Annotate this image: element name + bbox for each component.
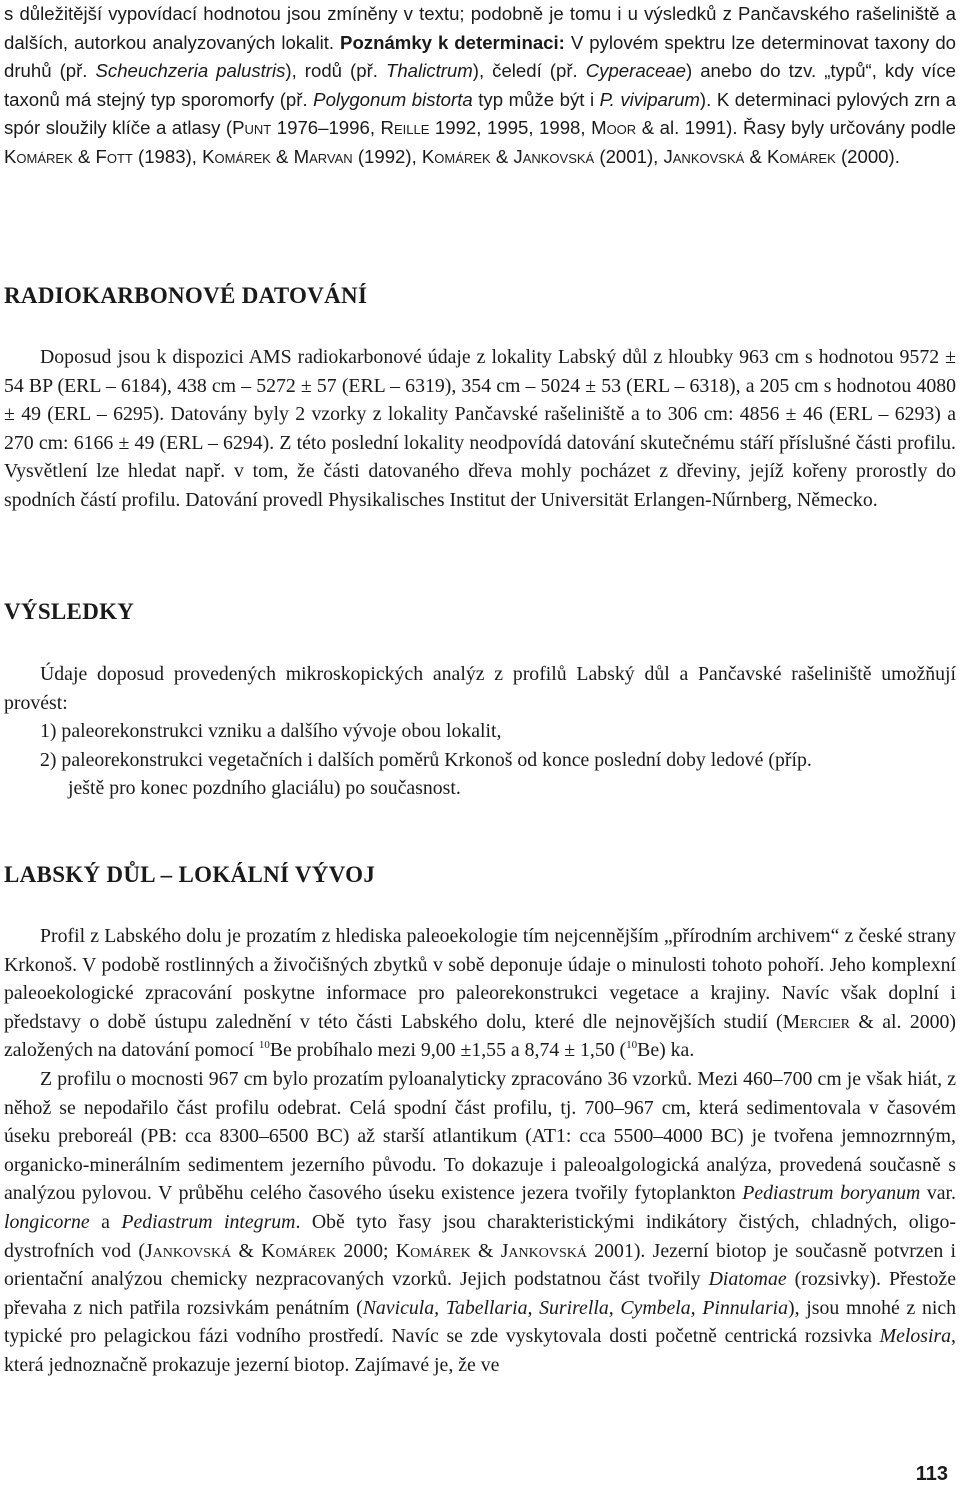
taxon: Cyperaceae: [585, 60, 686, 82]
notes-label: Poznámky k determinaci:: [340, 31, 565, 53]
section-heading-labsky-dul: LABSKÝ DŮL – LOKÁLNÍ VÝVOJ: [4, 862, 376, 887]
citation-author: Komárek: [767, 145, 836, 167]
text-run: &: [490, 145, 514, 167]
taxon: P. viviparum: [599, 88, 700, 110]
text-run: Be probíhalo mezi 9,00 ±1,55 a 8,74 ± 1,50 (: [269, 1039, 627, 1062]
intro-block: [4, 0, 956, 172]
text-run: &: [270, 145, 294, 167]
results-list-item-continuation: ještě pro konec pozdního glaciálu) po současnost.: [68, 777, 461, 800]
taxon: longicorne: [4, 1210, 90, 1233]
text-run: &: [72, 145, 96, 167]
page-number: 113: [915, 1463, 948, 1485]
results-list-item: 2) paleorekonstrukci vegetačních i dalších poměrů Krkonoš od konce poslední doby ledové (příp.: [40, 748, 812, 771]
text-run: 1992, 1995, 1998,: [429, 117, 592, 139]
citation-author: Mercier: [782, 1010, 850, 1033]
labsky-paragraph-2: [4, 1065, 956, 1380]
text-run: Be) ka.: [637, 1039, 695, 1062]
text-run: ), čeledí (př.: [472, 60, 586, 82]
taxon: Navicula, Tabellaria, Surirella, Cymbela, Pinnularia: [362, 1296, 789, 1319]
text-run: Z profilu o mocnosti 967 cm bylo prozatím pyloanalyticky zpracováno 36 vzorků. Mezi 460–700 cm je však hiát, z něhož se nepodařilo část profilu odebrat. Celá spodní část profilu, tj. 700–967 cm, která sedimentovala v časovém úseku preboreál (PB: cca 8300–6500 BC) až starší atlantikum (AT1: cca 5500–4000 BC) je tvořena jemnozrnným, organicko-minerálním sedimentem jezerního původu. To dokazuje i paleoalgologická analýza, provedená současně s analýzou pylovou. V průběhu celého časového úseku existence jezera tvořily fytoplankton: [4, 1067, 956, 1205]
text-run: , která jednoznačně prokazuje jezerní biotop. Zajímavé je, že ve: [4, 1325, 956, 1376]
citation-author: Reille: [380, 117, 430, 139]
text-run: a: [89, 1210, 122, 1233]
taxon: Diatomae: [708, 1268, 787, 1291]
text-run: & al. 1991). Řasy byly určovány podle: [636, 117, 956, 139]
radiocarbon-paragraph: Doposud jsou k dispozici AMS radiokarbonové údaje z lokality Labský důl z hloubky 963 cm s hodnotou 9572 ± 54 BP (ERL – 6184), 438 cm – 5272 ± 57 (ERL – 6319), 354 cm – 5024 ± 53 (ERL – 6318), a 205 cm s hodnotou 4080 ± 49 (ERL – 6295). Datovány byly 2 vzorky z lokality Pančavské rašeliniště a to 306 cm: 4856 ± 46 (ERL – 6293) a 270 cm: 6166 ± 49 (ERL – 6294). Z této poslední lokality neodpovídá datování skutečnému stáří příslušné části profilu. Vysvětlení lze hledat např. v tom, že části datovaného dřeva mohly pocházet z dřeviny, jejíž kořeny prorostly do spodních částí profilu. Datování provedl Physikalisches Institut der Universität Erlangen-Nűrnberg, Německo.: [4, 346, 956, 511]
text-run: 1976–1996,: [271, 117, 381, 139]
citation-author: Komárek: [4, 145, 73, 167]
citation-author: Moor: [591, 117, 637, 139]
citation-author: Jankovská: [500, 1239, 587, 1262]
intro-paragraph: [4, 0, 956, 172]
taxon: Pediastrum integrum: [121, 1210, 296, 1233]
section-heading-radiocarbon: RADIOKARBONOVÉ DATOVÁNÍ: [4, 283, 368, 308]
text-run: (1992),: [352, 145, 422, 167]
citation-author: Fott: [95, 145, 133, 167]
citation-author: Jankovská: [663, 145, 745, 167]
text-run: (rozsivky). Přestože převaha z nich patřila rozsivkám penátním (: [4, 1268, 956, 1319]
text-run: Profil z Labského dolu je prozatím z hlediska paleoekologie tím nejcennějším „přírodním archivem“ z české strany Krkonoš. V podobě rostlinných a živočišných zbytků v sobě deponuje údaje o minulosti tohoto pohoří. Jeho komplexní paleoekologické zpracování poskytne informace pro paleorekonstrukci vegetace a krajiny. Navíc však doplní i představy o době ústupu zalednění v této části Labského dolu, které dle nejnovějších studií (: [4, 925, 956, 1033]
text-run: ) anebo do tzv. „typů“, kdy více taxonů má stejný typ sporomorfy (př.: [4, 60, 956, 110]
citation-author: Jankovská: [513, 145, 595, 167]
citation-author: Marvan: [293, 145, 353, 167]
superscript: 10: [626, 1039, 638, 1052]
text-run: var.: [920, 1182, 956, 1205]
citation-author: Jankovská: [144, 1239, 232, 1262]
text-run: typ může být i: [472, 88, 600, 110]
results-block: [4, 660, 956, 803]
text-run: ), jsou mnohé z nich typické pro pelagickou fázi vodního prostředí. Navíc se zde vyskytovala dosti početně centrická rozsivka: [4, 1296, 956, 1348]
citation-author: Komárek: [202, 145, 271, 167]
results-list-item: 1) paleorekonstrukci vzniku a dalšího vývoje obou lokalit,: [40, 720, 502, 743]
text-run: 2001). Jezerní biotop je současně potvrzen i orientační analýzou chemicky nezpracovaných vzorků. Jejich podstatnou část tvořily: [4, 1239, 957, 1291]
taxon: Thalictrum: [385, 60, 473, 82]
taxon: Scheuchzeria palustris: [95, 60, 286, 82]
text-run: 2000;: [336, 1239, 396, 1262]
text-run: &: [744, 145, 768, 167]
text-run: ), rodů (př.: [285, 60, 386, 82]
labsky-paragraph-1: [4, 922, 956, 1065]
taxon: Melosira: [879, 1325, 952, 1348]
labsky-block: [4, 922, 956, 1380]
superscript: 10: [258, 1039, 270, 1052]
text-run: &: [231, 1239, 262, 1262]
text-run: (1983),: [132, 145, 203, 167]
section-heading-results: VÝSLEDKY: [4, 599, 135, 624]
citation-author: Komárek: [261, 1239, 337, 1262]
text-run: &: [470, 1239, 501, 1262]
text-run: V pylovém spektru lze determinovat taxony do druhů (př.: [4, 31, 956, 82]
intro-line: s důležitější vypovídací hodnotou jsou zmíněny v textu; podobně je tomu i u výsledků z Pančavského rašeliniště a dalších, autorkou analyzovaných lokalit.: [4, 3, 956, 53]
text-run: ). K determinaci pylových zrn a spór sloužily klíče a atlasy (: [4, 88, 957, 139]
radiocarbon-block: [4, 343, 956, 515]
citation-author: Komárek: [421, 145, 491, 167]
citation-author: Punt: [232, 117, 272, 139]
text-run: (2001),: [594, 145, 664, 167]
text-run: . Obě tyto řasy jsou charakteristickými indikátory čistých, chladných, oligo-dystrofních vod (: [4, 1210, 956, 1262]
taxon: Polygonum bistorta: [313, 88, 473, 110]
text-run: & al. 2000) založených na datování pomocí: [4, 1010, 956, 1062]
citation-author: Komárek: [395, 1239, 471, 1262]
results-paragraph: Údaje doposud provedených mikroskopických analýz z profilů Labský důl a Pančavské rašeliniště umožňují provést:: [4, 663, 956, 714]
taxon: Pediastrum boryanum: [742, 1182, 921, 1205]
text-run: (2000).: [835, 145, 900, 167]
